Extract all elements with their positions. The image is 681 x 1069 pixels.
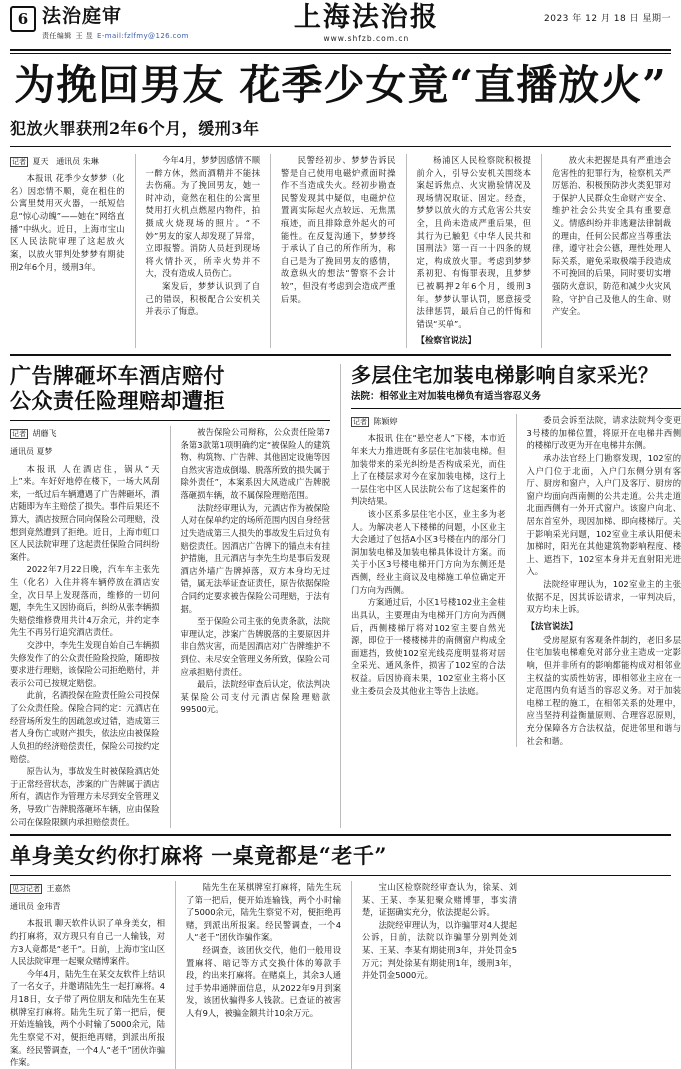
- article-divider: [10, 420, 330, 421]
- article-byline: [351, 414, 506, 429]
- article-column-2: [186, 881, 341, 1069]
- article-paragraph: 交涉中，李先生发现自始自己车辆损失修发作了的公众责任险险投险，随即按要求进行理赔，该保险公司拒绝赔付，并表示公司已按规定赔偿。: [10, 639, 160, 689]
- editor-email: E-mail:fzlfmy@126.com: [97, 32, 189, 40]
- editor-label: 责任编辑: [42, 31, 72, 41]
- byline-tag: 记者: [10, 429, 28, 439]
- paper-url: www.shfzb.com.cn: [294, 34, 439, 43]
- article-paragraph: 陆先生在某棋牌室打麻将，陆先生玩了第一把后，便开始连输钱，两个小时输了5000余元，陆先生察觉不对，便拒绝再赌，到派出所报案。经民警调查，一个4人“老千”团伙诈骗作案。: [186, 881, 341, 944]
- article-byline: [10, 426, 160, 441]
- article-paragraph: 法院经审理认为，元酒店作为被保险人对在保单约定的场所范围内因自身经营过失造成第三人损失的事故发生后过负有赔偿责任。因酒店广告牌下的锚点未有挂护措施，且元酒店与李先生均是事后发现酒店外墙广告牌掉落，双方本身均无过错，属无法举证查证责任，原告依据保险合同约定要求被告保险公司理赔，于法有据。: [181, 502, 331, 615]
- article-paragraph: 该小区系多层住宅小区，业主多为老人。为解决老人下楼梯的问题，小区业主大会通过了包括A小区3号楼在内的部分门洞加装电梯及加装电梯具体设计方案。而关于小区3号楼电梯开门方向为东侧还是西侧，经业主商议及电梯施工单位确定开门方向为西侧。: [351, 508, 506, 596]
- lead-divider: [10, 146, 671, 147]
- article-divider: [10, 875, 671, 876]
- article-paragraph: 宝山区检察院经审查认为，徐某、刘某、王某、李某犯聚众赌博罪，事实清楚，证据确实充分，依法提起公诉。: [362, 881, 517, 919]
- lead-column-5: [552, 154, 671, 349]
- article-paragraph: 原告认为，事故发生时被保险酒店处于正常经营状态，涉案的广告牌属于酒店所有，酒店作为管理方未尽到安全管理义务，导致广告牌脱落砸坏车辆，应由保险公司在保险限额内承担赔偿责任。: [10, 765, 160, 828]
- column-rule: [541, 154, 542, 349]
- lead-column-1: [10, 154, 125, 349]
- lead-column-2: [146, 154, 261, 349]
- article-column-3: [362, 881, 517, 1069]
- paper-name: 上海法治报: [294, 4, 439, 31]
- lead-subheadline: 犯放火罪获刑2年6个月，缓刑3年: [10, 116, 671, 139]
- masthead: [10, 6, 671, 46]
- column-rule: [175, 881, 176, 1069]
- middle-section: [10, 364, 671, 828]
- article-paragraph: 被告保险公司辩称，公众责任险第7条第3款第1项明确约定“被保险人的建筑物、构筑物、广告牌、其他固定设施等因自然灾害造成倒塌、脱落所致的损失属于除外责任”，本案系因大风造成广告牌脱落砸损车辆，故不属保险理赔范围。: [181, 426, 331, 502]
- article-byline: [10, 881, 165, 896]
- lead-headline: 为挽回男友 花季少女竟“直播放火”: [10, 64, 671, 107]
- editor-name: 王 昱: [76, 31, 93, 41]
- article-paragraph: 本报讯 人在酒店住，锅从“天上”来。车好好地停在楼下，一场大风刮来，一纸过后车辆遭遇了广告牌砸坏，酒店随即为车主赔偿了损失。事件后果还不算大，酒店按照合同向保险公司理赔，没想到竟然遭到了拒绝。近日，上海市虹口区人民法院审理了这起责任保险合同纠纷案件。: [10, 463, 160, 564]
- article-mahjong: [10, 844, 671, 1069]
- lead-article: [10, 64, 671, 349]
- article-paragraph: 今年4月，陆先生在某交友软件上结识了一名女子，并邀请陆先生一起打麻将。4月18日，女子带了两位朋友和陆先生在某棋牌室打麻将。陆先生玩了第一把后，便开始连输钱，两个小时输了5000余元，陆先生察觉不对，便拒绝再赌，到派出所报案。经民警调查，一个4人“老千”团伙诈骗作案。: [10, 968, 165, 1069]
- section-rule: [340, 364, 341, 828]
- prosecutor-note-title: 【检察官说法】: [417, 334, 532, 346]
- column-rule: [170, 426, 171, 828]
- article-paragraph: 本报讯 住在“悬空老人”下楼，本市近年来大力推进既有多层住宅加装电梯。但加装带来的采光纠纷是否构成采光，而住上了在楼层求对今在家加装电梯，这行上一层住宅中区人民法院公布了这起案件的判决结果。: [351, 432, 506, 508]
- article-paragraph: 本报讯 聊天软件认识了单身美女，相约打麻将，双方现只有自己一人输钱，对方3人竟都是“老千”。日前，上海市宝山区人民法院审理一起聚众赌博案件。: [10, 917, 165, 967]
- lead-paragraph: 今年4月，梦梦因感情不顺一醉方休，然而酒精并不能抹去伤痛。为了挽回男友，她一时冲动，竟然在租住的公寓里焚用打火机点燃屋内物件，拍摄成火烧现场的照片。“不妙”男友的家人却发现了异常，立即报警。消防人员赶到现场将火情扑灭，所幸火势并不大，没有造成人员伤亡。: [146, 154, 261, 280]
- byline-tag: 记者: [10, 157, 28, 167]
- editor-line: [42, 31, 189, 41]
- byline-correspondent: 朱琳: [83, 157, 99, 166]
- column-rule: [270, 154, 271, 349]
- publication-date: 2023 年 12 月 18 日 星期一: [544, 11, 671, 24]
- article-byline-2: [10, 444, 160, 459]
- column-rule: [406, 154, 407, 349]
- article-headline: 多层住宅加装电梯影响自家采光？: [351, 364, 681, 388]
- lead-columns: [10, 154, 671, 349]
- byline-name: 胡蘑飞: [33, 429, 57, 438]
- byline-tag: 记者: [351, 417, 369, 427]
- article-paragraph: 至于保险公司主张的免责条款，法院审理认定，涉案广告牌脱落的主要原因并非自然灾害，而是因酒店对广告牌维护不到位、未尽安全管理义务所致，保险公司应承担赔付责任。: [181, 615, 331, 678]
- byline-tag-2: 通讯员: [10, 447, 34, 456]
- prosecutor-note-text: 放火未把握是具有严重违会危害性的犯罪行为，检察机关严厉惩治、积极预防涉火类犯罪对于保护人民群众生命财产安全、维护社会公共安全具有重要意义。情感纠纷并非逃避法律制裁的理由，任何公民都应当尊重法律，遵守社会公德，理性处理人际关系，避免采取极端手段造成不可挽回的后果，同时要切实增强防火意识，防范和减少火灾风险，守护自己及他人的生命、财产安全。: [552, 154, 671, 318]
- lead-byline: [10, 154, 125, 169]
- column-rule: [516, 414, 517, 747]
- lead-paragraph: 案发后，梦梦认识到了自己的错误，积极配合公安机关并表示了悔意。: [146, 280, 261, 318]
- article-paragraph: 法院经审理认为，以诈骗罪对4人提起公诉，日前，法院以诈骗罪分别判处刘某、王某、李某有期徒刑3年，并处罚金5万元；判处徐某有期徒刑1年，缓刑3年，并处罚金5000元。: [362, 919, 517, 982]
- article-headline-line1: 广告牌砸坏车酒店赔付: [10, 364, 330, 389]
- byline-name-2: 夏梦: [37, 447, 53, 456]
- article-paragraph: 法院经审理认为，102室业主的主张依据不足，因其诉讼请求，一审判决后，双方均未上诉。: [527, 578, 681, 616]
- article-ad-sign: [10, 364, 330, 828]
- byline-tag: 见习记者: [10, 884, 42, 894]
- lead-column-4: [417, 154, 532, 349]
- article-kicker: 法院：相邻业主对加装电梯负有适当容忍义务: [351, 388, 681, 402]
- masthead-divider-thin: [10, 53, 671, 54]
- judge-note-title: 【法官说法】: [527, 620, 681, 632]
- column-rule: [135, 154, 136, 349]
- article-columns: [351, 414, 681, 747]
- masthead-divider: [10, 49, 671, 51]
- byline-correspondent-tag: 通讯员: [56, 157, 80, 166]
- article-paragraph: 委员会诉至法院，请求法院判令变更3号楼的加梯位置，将原开在电梯井西侧的楼梯厅改更为开在电梯井东侧。: [527, 414, 681, 452]
- byline-name-2: 金玮青: [37, 902, 61, 911]
- article-paragraph: 经调查，该团伙交代，他们一般用设置麻将、暗记等方式交换什体的筹款手段，约出来打麻将。在赌桌上，其余3人通过手势串通牌面信息，从2022年9月到案发，该团伙骗得多人钱款。已查证的被害人有9人，被骗金额共计10余万元。: [186, 944, 341, 1020]
- column-rule: [351, 881, 352, 1069]
- byline-tag-2: 通讯员: [10, 902, 34, 911]
- article-paragraph: 最后，法院经审查后认定，依法判决某保险公司支付元酒店保险理赔款99500元。: [181, 678, 331, 716]
- article-paragraph: 2022年7月22日晚，汽车车主张先生（化名）入住并将车辆停放在酒店安全，次日早上发现落而，维修的一切问题，李先生又因协商后，纠纷从张李辆损失赔偿维修费用共计4万余元，并约定李先生不再另行追究酒店责任。: [10, 563, 160, 639]
- article-column-1: [10, 881, 165, 1069]
- article-paragraph: 承办法官经上门勘察发现，102室的入户门位于北面，入户门东侧分别有客厅、厨房和窗户，入户门及客厅、厨房的窗户均面向西南侧的公共走道。公共走道北面西侧有一外开式窗户。该窗户向北、居东首室外，现因加梯、即向楼梯厅。关于影响采光问题，102室业主承认阳便未加梯时，阳光在其他建筑物影响程度、楼上、遮挡下，102室本身并无直射阳光进入。: [527, 452, 681, 578]
- masthead-left: [10, 6, 189, 41]
- lead-paragraph: 本报讯 花季少女梦梦（化名）因恋情不顺，竟在租住的公寓里焚用灭火器，一纸短信息“惊心动魄”——她在“网络直播”中纵火。近日，上海市宝山区人民法院审理了这起放火案，以放火罪判处梦梦有期徒刑2年6个月，缓刑3年。: [10, 172, 125, 273]
- byline-name: 王嘉然: [47, 884, 71, 893]
- article-divider: [351, 408, 681, 409]
- article-column-2: [527, 414, 681, 747]
- article-columns: [10, 426, 330, 828]
- article-headline: 单身美女约你打麻将 一桌竟都是“老千”: [10, 844, 671, 869]
- article-columns: [10, 881, 671, 1069]
- lead-paragraph: 民警经初步、梦梦告诉民警是自己使用电磁炉煮面时操作不当造成失火。经初步勘查民警发现其中疑似，电磁炉位置离实际起火点较远、无焦黑痕迹，而且排除意外起火的可能性。在反复沟通下，梦梦终于承认了自己的所作所为，称自己是为了挽回男友的感情，故意纵火的想法“警察不会计较”，但没有考虑到会造成严重后果。: [281, 154, 396, 305]
- article-headline-line2: 公众责任险理赔却遭拒: [10, 389, 330, 414]
- article-byline-2: [10, 899, 165, 914]
- article-paragraph: 方案通过后，小区1号楼102业主金桂出具认，主要理由为电梯开门方向为西侧后，西侧楼梯厅将对102室主要自然光源，即位于一楼楼梯井的南侧窗户构成全面遮挡，致使102室光线亮度明显将对居全采光、通风条件，损害了102室的合法权益。后因协商未果，102室业主将小区业主委员会及其他业主等告上法庭。: [351, 596, 506, 697]
- byline-name: 陈颖婷: [374, 417, 398, 426]
- judge-note-text: 受房屋原有客观条件制约，老旧多层住宅加装电梯难免对部分业主造成一定影响，但并非所有的影响都能构成对相邻业主权益的实质性妨害，即相邻业主应在一定范围内负有适当的容忍义务。对于加装电梯工程的施工，在相邻关系的处理中，应当坚持利益衡量原则、合理容忍原则，充分保障各方合法权益，促进邻里和谐与社会和谐。: [527, 634, 681, 747]
- article-column-1: [351, 414, 506, 747]
- lead-column-3: [281, 154, 396, 349]
- section-title: 法治庭审: [42, 6, 189, 27]
- article-column-1: [10, 426, 160, 828]
- article-column-2: [181, 426, 331, 828]
- article-elevator: [351, 364, 681, 828]
- page-number-badge: 6: [10, 6, 36, 32]
- paper-title-block: [294, 4, 439, 43]
- section-divider-1: [10, 354, 671, 356]
- lead-paragraph: 杨浦区人民检察院积极提前介入，引导公安机关围绕本案起诉焦点、火灾勘验情况及现场情况取证、固定。经查，梦梦以放火的方式危害公共安全，且尚未造成严重后果，但其行为已触犯《中华人民共和国刑法》第一百一十四条的规定，构成放火罪。考虑到梦梦系初犯、有悔罪表现，且梦梦已被羁押2年6个月，缓刑3年。梦梦认罪认罚，愿意接受法律惩罚，最后自己的忏悔和错误“买单”。: [417, 154, 532, 331]
- section-divider-2: [10, 834, 671, 836]
- article-paragraph: 此前，名酒投保在险责任险公司投保了公众责任险。保险合同约定：元酒店在经营场所发生的因疏忽或过错，造成第三者人身伤亡或财产损失，依法应由被保险人负担的经济赔偿责任，保险公司按约定赔偿。: [10, 689, 160, 765]
- byline-reporter: 夏天: [33, 157, 49, 166]
